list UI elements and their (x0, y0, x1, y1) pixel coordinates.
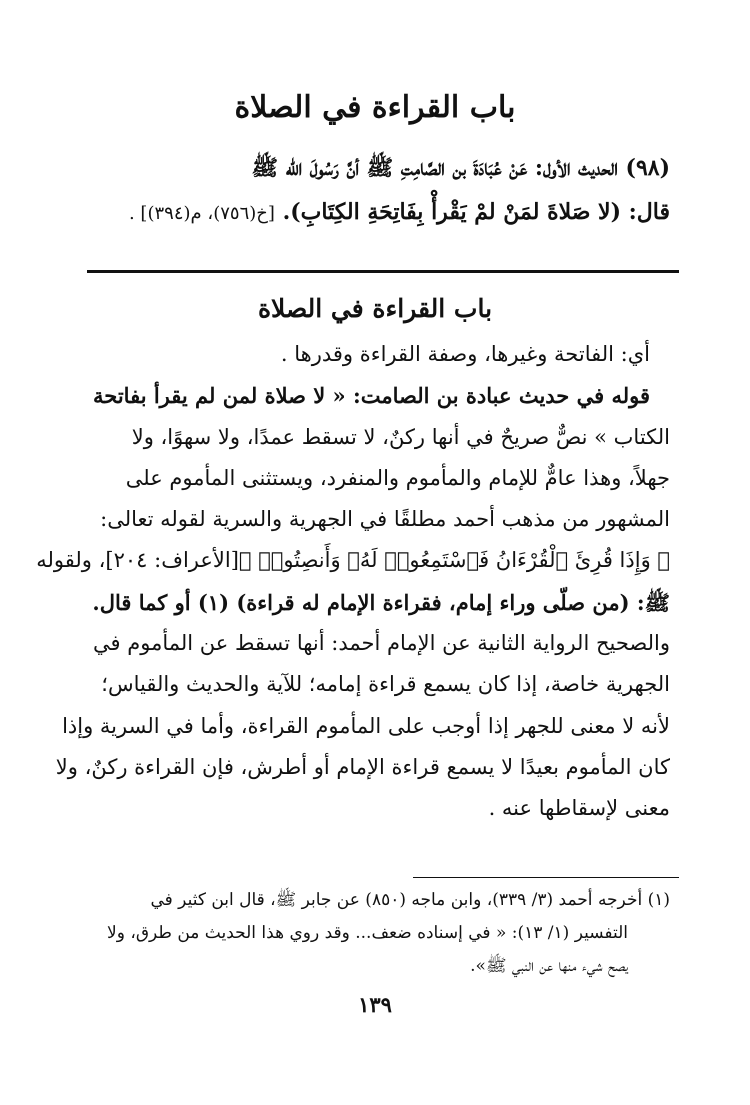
commentary-line: لأنه لا معنى للجهر إذا أوجب على المأموم القراءة، وأما في السرية وإذا (62, 713, 670, 738)
section-divider (87, 270, 679, 273)
commentary-line: الكتاب » نصٌّ صريحٌ في أنها ركنٌ، لا تسقط عمدًا، ولا سهوًا، ولا (131, 424, 670, 449)
commentary-line-bold: قوله في حديث عبادة بن الصامت: « لا صلاة لمن لم يقرأ بفاتحة (93, 383, 650, 409)
footnote (70, 884, 670, 983)
commentary-line-verse: ﴿ وَإِذَا قُرِئَ ٱلْقُرْءَانُ فَٱسْتَمِعُوا۟ لَهُۥ وَأَنصِتُوا۟ ﴾[الأعراف: ٢٠٤]، ولقوله (36, 548, 670, 573)
chapter-title: باب القراءة في الصلاة (234, 90, 516, 125)
commentary-line: كان المأموم بعيدًا لا يسمع قراءة الإمام أو أطرش، فإن القراءة ركنٌ، ولا (55, 754, 670, 779)
commentary-line: جهلاً، وهذا عامٌّ للإمام والمأموم والمنفرد، ويستثنى المأموم على (125, 465, 670, 490)
commentary-line: المشهور من مذهب أحمد مطلقًا في الجهرية والسرية لقوله تعالى: (100, 507, 670, 532)
commentary-body (36, 334, 670, 830)
hadith-line-2 (70, 190, 670, 236)
commentary-title: باب القراءة في الصلاة (257, 294, 493, 323)
commentary-line (70, 582, 670, 623)
footnote-line: التفسير (١/ ١٣): « في إسناده ضعف... وقد روي هذا الحديث من طرق، ولا (107, 923, 628, 943)
commentary-line (70, 375, 670, 416)
commentary-line: أي: الفاتحة وغيرها، وصفة القراءة وقدرها . (280, 342, 650, 366)
hadith-line-1: (٩٨) الحديث الأول: عَنْ عُبَادَةَ بن الصَّامِتِ ﷺ أنَّ رَسُولَ الله ﷺ (251, 155, 670, 181)
commentary-line: والصحيح الرواية الثانية عن الإمام أحمد: أنها تسقط عن المأموم في (93, 631, 670, 656)
footnote-divider (413, 877, 679, 878)
commentary-line: الجهرية خاصة، إذا كان يسمع قراءة إمامه؛ للآية والحديث والقياس؛ (101, 672, 670, 697)
hadith-reference: [خ(٧٥٦)، م(٣٩٤)] . (128, 203, 275, 224)
page-number: ١٣٩ (358, 992, 392, 1017)
footnote-line: (١) أخرجه أحمد (٣/ ٣٣٩)، وابن ماجه (٨٥٠) عن جابر ﷺ، قال ابن كثير في (150, 890, 670, 910)
commentary-line: معنى لإسقاطها عنه . (488, 796, 670, 821)
commentary-line-bold: ﷺ: (من صلّى وراء إمام، فقراءة الإمام له قراءة) (١) أو كما قال. (92, 589, 670, 615)
hadith-text (70, 146, 670, 236)
footnote-line: يصح شيء منها عن النبي ﷺ». (470, 956, 628, 976)
hadith-line-2-text: قال: (لا صَلاةَ لمَنْ لمْ يَقْرأْ بِفَاتِحَةِ الكِتَابِ). (282, 199, 670, 225)
